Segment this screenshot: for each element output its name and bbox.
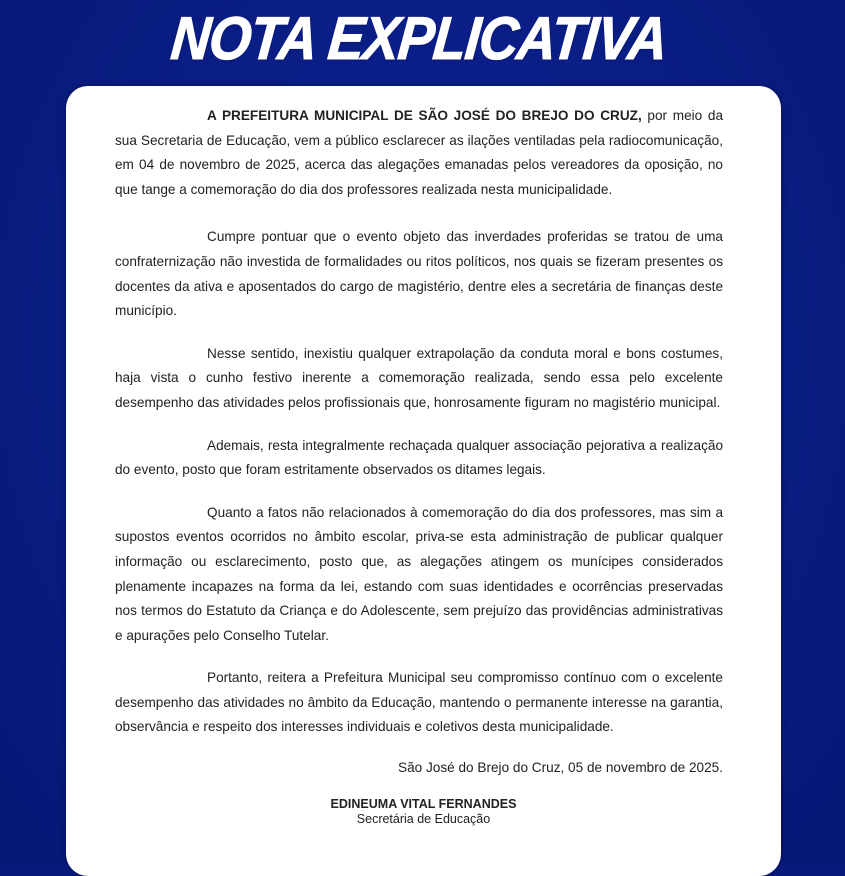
paragraph-6: Portanto, reitera a Prefeitura Municipal seu compromisso contínuo com o excelente desempenho das atividades no âmbito da Educação, mantendo o permanente interesse na garantia, observância e respeito dos interesses individuais e coletivos desta municipalidade. xyxy=(115,670,723,735)
signatory-name: EDINEUMA VITAL FERNANDES xyxy=(330,797,517,811)
paragraph-1 xyxy=(115,104,723,202)
note-body xyxy=(115,104,723,781)
signature-block xyxy=(66,796,781,827)
paragraph-2: Cumpre pontuar que o evento objeto das inverdades proferidas se tratou de uma confraternização não investida de formalidades ou ritos políticos, nos quais se fizeram presentes os docentes da ativa e aposentados do cargo de magistério, dentre eles a secretária de finanças deste município. xyxy=(115,229,723,319)
paragraph-3: Nesse sentido, inexistiu qualquer extrapolação da conduta moral e bons costumes, haja vista o cunho festivo inerente a comemoração realizada, sendo essa pelo excelente desempenho das atividades pelos profissionais que, honrosamente figuram no magistério municipal. xyxy=(115,345,723,410)
paragraph-1-bold-lead: A PREFEITURA MUNICIPAL DE SÃO JOSÉ DO BREJO DO CRUZ, xyxy=(207,108,642,123)
paragraph-5: Quanto a fatos não relacionados à comemoração do dia dos professores, mas sim a supostos eventos ocorridos no âmbito escolar, priva-se esta administração de publicar qualquer informação ou esclarecimento, posto que, as alegações atingem os munícipes considerados plenamente incapazes na forma da lei, estando com suas identidades e ocorrências preservadas nos termos do Estatuto da Criança e do Adolescente, sem prejuízo das providências administrativas e apurações pelo Conselho Tutelar. xyxy=(115,504,723,643)
paragraph-4: Ademais, resta integralmente rechaçada qualquer associação pejorativa a realização do evento, posto que foram estritamente observados os ditames legais. xyxy=(115,437,723,478)
paragraph-1-text: por meio da sua Secretaria de Educação, vem a público esclarecer as ilações ventiladas pela radiocomunicação, em 04 de novembro de 2025, acerca das alegações emanadas pelos vereadores da oposição, no que tange a comemoração do dia dos professores realizada nesta municipalidade. xyxy=(115,108,724,197)
place-date: São José do Brejo do Cruz, 05 de novembro de 2025. xyxy=(398,760,723,776)
signatory-role: Secretária de Educação xyxy=(356,812,491,826)
note-card xyxy=(66,86,781,876)
page-title: NOTA EXPLICATIVA xyxy=(168,5,670,73)
